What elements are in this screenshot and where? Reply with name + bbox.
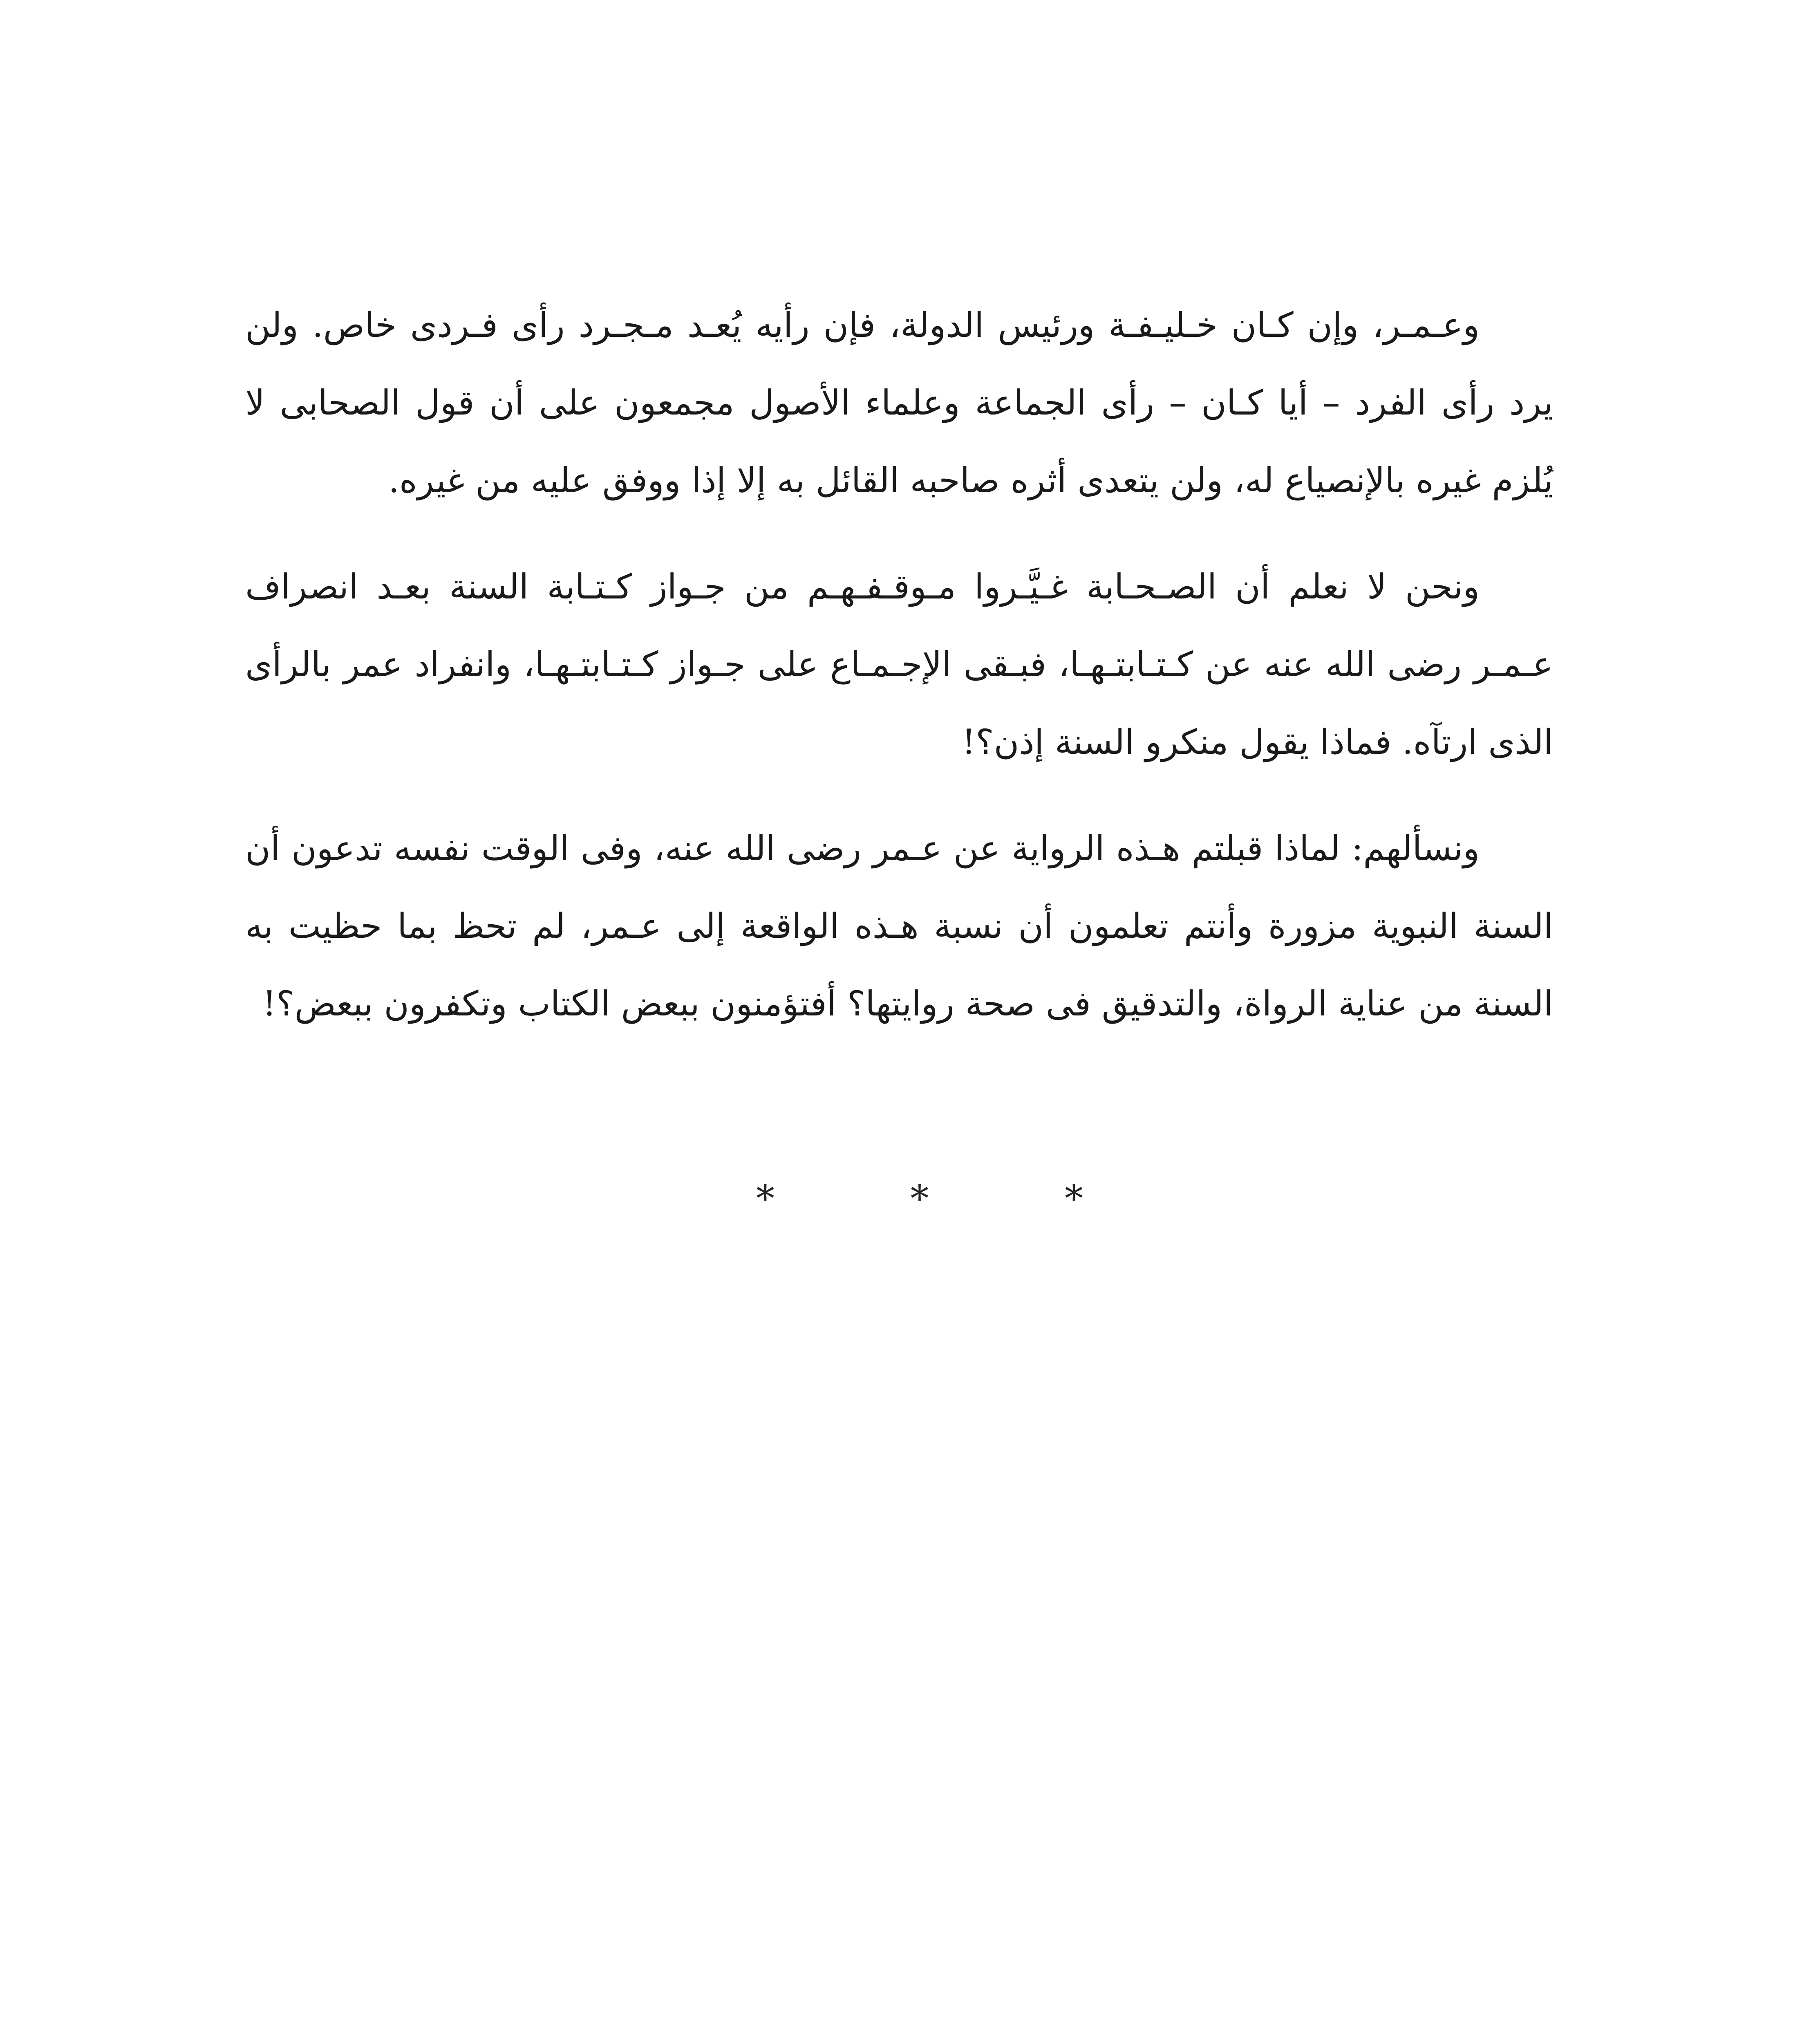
paragraph-3: ونسألهم: لماذا قبلتم هـذه الرواية عن عـمر رضى الله عنه، وفى الوقت نفسه تدعون أن السنة النبوية مزورة وأنتم تعلمون أن نسبة هـذه الواقعة إلى عـمر، لم تحظ بما حظيت به السنة من عناية الرواة، والتدقيق فى صحة روايتها؟ أفتؤمنون ببعض الكتاب وتكفرون ببعض؟! [245,828,1553,1024]
paragraph-1: وعـمـر، وإن كـان خـليـفـة ورئيس الدولة، فإن رأيه يُعـد مـجـرد رأى فـردى خاص. ولن يرد رأى الفرد – أيا كـان – رأى الجماعة وعلماء الأصول مجمعون على أن قول الصحابى لا يُلزم غيره بالإنصياع له، ولن يتعدى أثره صاحبه القائل به إلا إذا ووفق عليه من غيره. [245,305,1553,500]
section-separator [756,1177,1083,1220]
separator-asterisk-icon: * [756,1177,775,1220]
separator-asterisk-icon: * [910,1177,929,1220]
paragraph-2: ونحن لا نعلم أن الصـحـابة غـيَّـروا مـوقـفـهـم من جـواز كـتـابة السنة بعـد انصراف عـمـر رضى الله عنه عن كـتـابتـهـا، فبـقى الإجـمـاع على جـواز كـتـابتـهـا، وانفراد عمر بالرأى الذى ارتآه. فماذا يقول منكرو السنة إذن؟! [245,567,1553,762]
separator-asterisk-icon: * [1065,1177,1083,1220]
body-text [245,286,1553,1071]
